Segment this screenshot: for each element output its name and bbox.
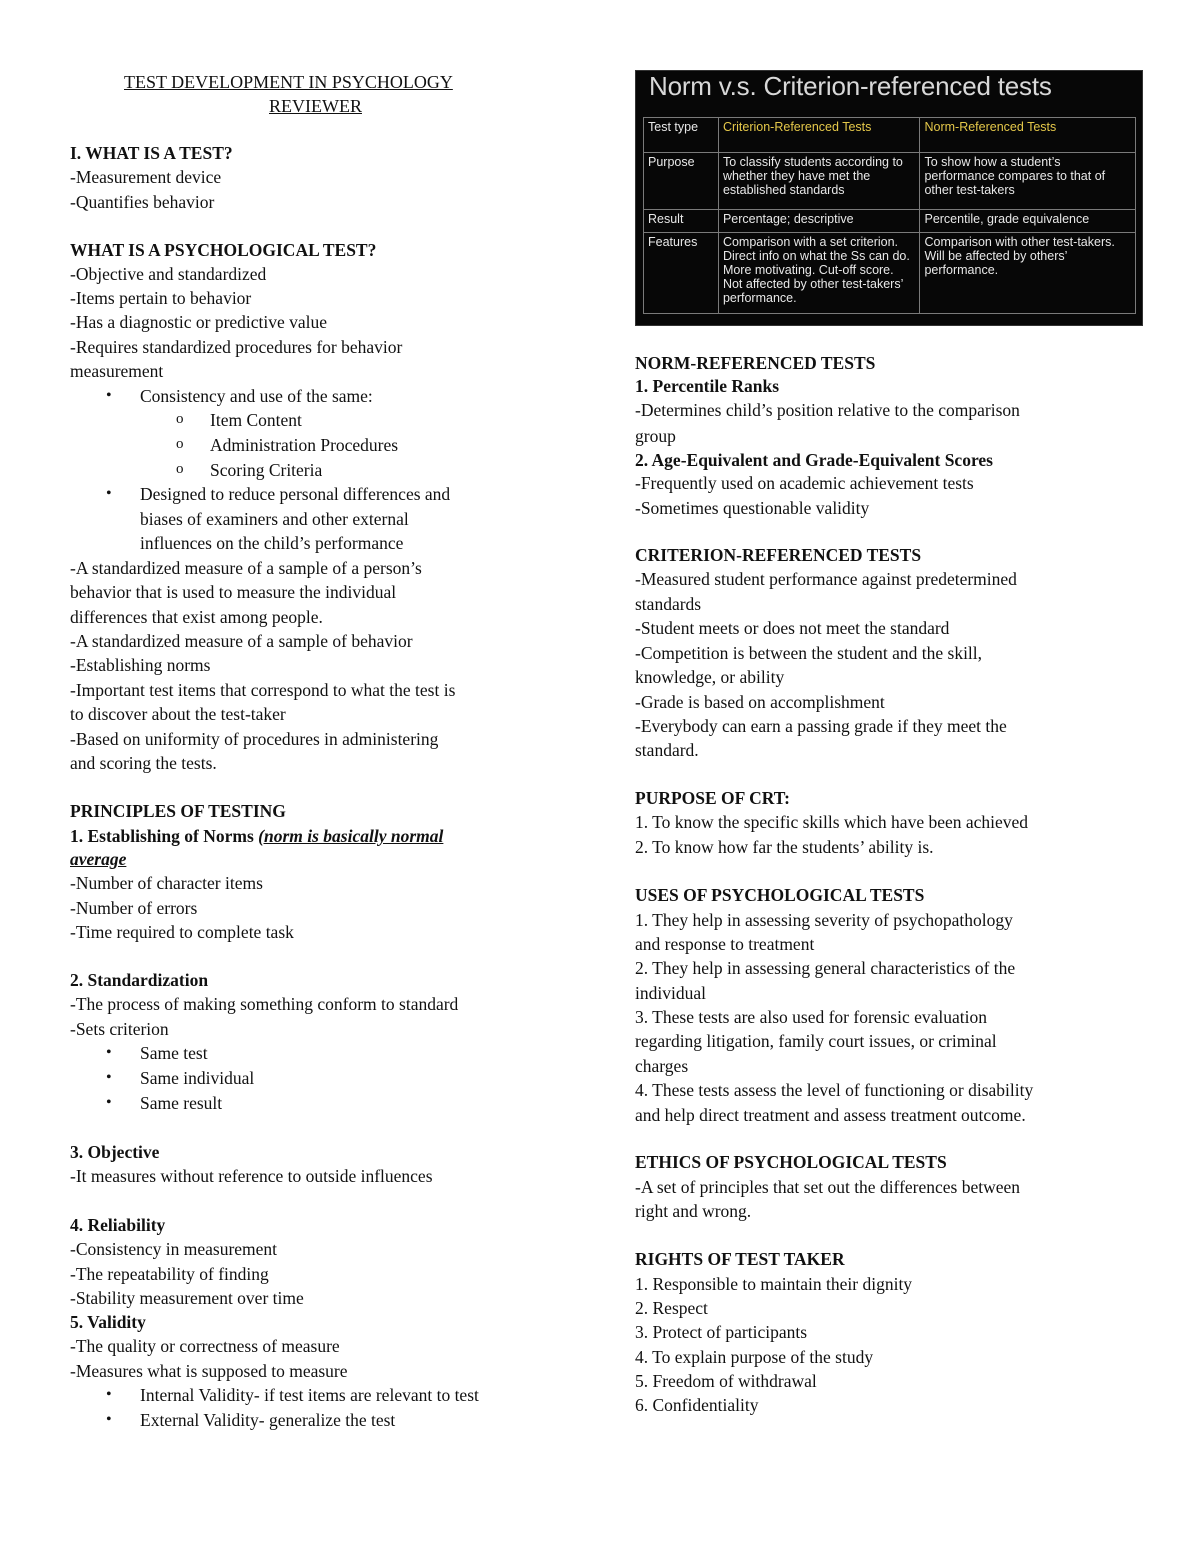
doc-title-line2: REVIEWER xyxy=(269,96,362,116)
list-item: -Sets criterion xyxy=(70,1019,169,1039)
list-item: 6. Confidentiality xyxy=(635,1395,759,1415)
uses-heading: USES OF PSYCHOLOGICAL TESTS xyxy=(635,885,925,905)
bullet-item: • External Validity- generalize the test xyxy=(140,1408,395,1432)
list-item: -It measures without reference to outside influences xyxy=(70,1166,433,1186)
table-cell: Features xyxy=(644,233,719,314)
list-item: -Quantifies behavior xyxy=(70,192,215,212)
list-item: knowledge, or ability xyxy=(635,667,785,687)
table-cell: Result xyxy=(644,210,719,233)
list-item: 1. They help in assessing severity of psychopathology xyxy=(635,910,1013,930)
table-row xyxy=(644,153,1136,210)
table-image-title: Norm v.s. Criterion-referenced tests xyxy=(649,71,1052,101)
list-item: -The process of making something conform to standard xyxy=(70,994,459,1014)
nrt-heading: NORM-REFERENCED TESTS xyxy=(635,353,876,373)
rights-heading: RIGHTS OF TEST TAKER xyxy=(635,1249,845,1269)
list-item: -Has a diagnostic or predictive value xyxy=(70,312,328,332)
list-item: -Everybody can earn a passing grade if they meet the xyxy=(635,716,1007,736)
principle-4-heading: 4. Reliability xyxy=(70,1215,166,1235)
principles-heading: PRINCIPLES OF TESTING xyxy=(70,801,286,821)
crt-heading: CRITERION-REFERENCED TESTS xyxy=(635,545,922,565)
bullet-item: • Consistency and use of the same: xyxy=(140,384,373,408)
principle-1-label: 1. Establishing of Norms xyxy=(70,826,259,846)
list-item: regarding litigation, family court issues, or criminal xyxy=(635,1031,997,1051)
list-item: -Items pertain to behavior xyxy=(70,288,252,308)
bullet-item: • Same individual xyxy=(140,1066,254,1090)
bullet-item: • Same result xyxy=(140,1091,222,1115)
norm-vs-criterion-table-image xyxy=(635,70,1143,326)
list-item: -Measurement device xyxy=(70,167,222,187)
principle-1-heading xyxy=(70,824,443,848)
list-item: -Student meets or does not meet the standard xyxy=(635,618,950,638)
list-item: -A set of principles that set out the differences between xyxy=(635,1177,1021,1197)
purpose-crt-heading: PURPOSE OF CRT: xyxy=(635,788,790,808)
list-item: behavior that is used to measure the individual xyxy=(70,582,397,602)
list-item: standard. xyxy=(635,740,699,760)
list-item: -Based on uniformity of procedures in administering xyxy=(70,729,439,749)
table-cell: Percentage; descriptive xyxy=(718,210,920,233)
table-cell: To show how a student’s performance compares to that of other test-takers xyxy=(920,153,1136,210)
list-item: charges xyxy=(635,1056,689,1076)
principle-1-note-cont: average xyxy=(70,849,127,869)
list-item: -The quality or correctness of measure xyxy=(70,1336,340,1356)
table-header-row xyxy=(644,118,1136,153)
what-is-test-heading: I. WHAT IS A TEST? xyxy=(70,143,233,163)
list-item: -Important test items that correspond to what the test is xyxy=(70,680,456,700)
table-header-cell: Norm-Referenced Tests xyxy=(920,118,1136,153)
list-item: -A standardized measure of a sample of behavior xyxy=(70,631,413,651)
principle-2-heading: 2. Standardization xyxy=(70,970,209,990)
nrt-subheading-1: 1. Percentile Ranks xyxy=(635,376,780,396)
psych-test-heading: WHAT IS A PSYCHOLOGICAL TEST? xyxy=(70,240,377,260)
list-item: -Establishing norms xyxy=(70,655,211,675)
list-item: 3. These tests are also used for forensic evaluation xyxy=(635,1007,987,1027)
sub-bullet-item: o Scoring Criteria xyxy=(210,458,322,482)
table-header-cell: Criterion-Referenced Tests xyxy=(718,118,920,153)
list-item: and scoring the tests. xyxy=(70,753,217,773)
list-item: -Stability measurement over time xyxy=(70,1288,304,1308)
list-item: -A standardized measure of a sample of a person’s xyxy=(70,558,422,578)
list-item: differences that exist among people. xyxy=(70,607,323,627)
list-item: -Consistency in measurement xyxy=(70,1239,278,1259)
list-item: group xyxy=(635,426,676,446)
list-item: 5. Freedom of withdrawal xyxy=(635,1371,817,1391)
list-item: 3. Protect of participants xyxy=(635,1322,808,1342)
bullet-item: • Internal Validity- if test items are relevant to test xyxy=(140,1383,479,1407)
table-cell: Comparison with other test-takers. Will be affected by others’ performance. xyxy=(920,233,1136,314)
list-item: -Number of errors xyxy=(70,898,198,918)
list-item: -Objective and standardized xyxy=(70,264,267,284)
principle-3-heading: 3. Objective xyxy=(70,1142,160,1162)
list-item: -Measured student performance against predetermined xyxy=(635,569,1017,589)
list-item: -Grade is based on accomplishment xyxy=(635,692,885,712)
nrt-subheading-2: 2. Age-Equivalent and Grade-Equivalent Scores xyxy=(635,450,993,470)
list-item: -The repeatability of finding xyxy=(70,1264,269,1284)
list-item: right and wrong. xyxy=(635,1201,752,1221)
list-item: and response to treatment xyxy=(635,934,815,954)
comparison-table xyxy=(643,117,1136,314)
list-item: individual xyxy=(635,983,706,1003)
bullet-item: • Same test xyxy=(140,1041,208,1065)
table-header-cell: Test type xyxy=(644,118,719,153)
bullet-item-cont: influences on the child’s performance xyxy=(140,533,404,553)
principle-1-note: (norm is basically normal xyxy=(258,826,444,846)
list-item: -Sometimes questionable validity xyxy=(635,498,870,518)
list-item: 1. Responsible to maintain their dignity xyxy=(635,1274,913,1294)
list-item: -Competition is between the student and the skill, xyxy=(635,643,983,663)
list-item: -Time required to complete task xyxy=(70,922,294,942)
list-item: 1. To know the specific skills which have been achieved xyxy=(635,812,1029,832)
principle-5-heading: 5. Validity xyxy=(70,1312,146,1332)
sub-bullet-item: o Administration Procedures xyxy=(210,433,398,457)
list-item: 4. These tests assess the level of functioning or disability xyxy=(635,1080,1034,1100)
list-item: 2. To know how far the students’ ability is. xyxy=(635,837,934,857)
list-item: 2. They help in assessing general characteristics of the xyxy=(635,958,1016,978)
bullet-item: • Designed to reduce personal differences and xyxy=(140,482,450,506)
table-cell: Comparison with a set criterion. Direct info on what the Ss can do. More motivating. Cut-off score. Not affected by other test-takers’ performance. xyxy=(718,233,920,314)
list-item: -Frequently used on academic achievement tests xyxy=(635,473,974,493)
list-item: -Determines child’s position relative to the comparison xyxy=(635,400,1020,420)
list-item: measurement xyxy=(70,361,164,381)
table-cell: To classify students according to whether they have met the established standards xyxy=(718,153,920,210)
list-item: and help direct treatment and assess treatment outcome. xyxy=(635,1105,1026,1125)
ethics-heading: ETHICS OF PSYCHOLOGICAL TESTS xyxy=(635,1152,947,1172)
doc-title-line1: TEST DEVELOPMENT IN PSYCHOLOGY xyxy=(124,72,453,92)
list-item: 2. Respect xyxy=(635,1298,708,1318)
list-item: to discover about the test-taker xyxy=(70,704,286,724)
table-cell: Purpose xyxy=(644,153,719,210)
table-cell: Percentile, grade equivalence xyxy=(920,210,1136,233)
list-item: standards xyxy=(635,594,702,614)
bullet-item-cont: biases of examiners and other external xyxy=(140,509,409,529)
sub-bullet-item: o Item Content xyxy=(210,408,302,432)
table-row xyxy=(644,210,1136,233)
list-item: -Number of character items xyxy=(70,873,263,893)
list-item: -Measures what is supposed to measure xyxy=(70,1361,348,1381)
table-row xyxy=(644,233,1136,314)
list-item: -Requires standardized procedures for behavior xyxy=(70,337,403,357)
list-item: 4. To explain purpose of the study xyxy=(635,1347,874,1367)
